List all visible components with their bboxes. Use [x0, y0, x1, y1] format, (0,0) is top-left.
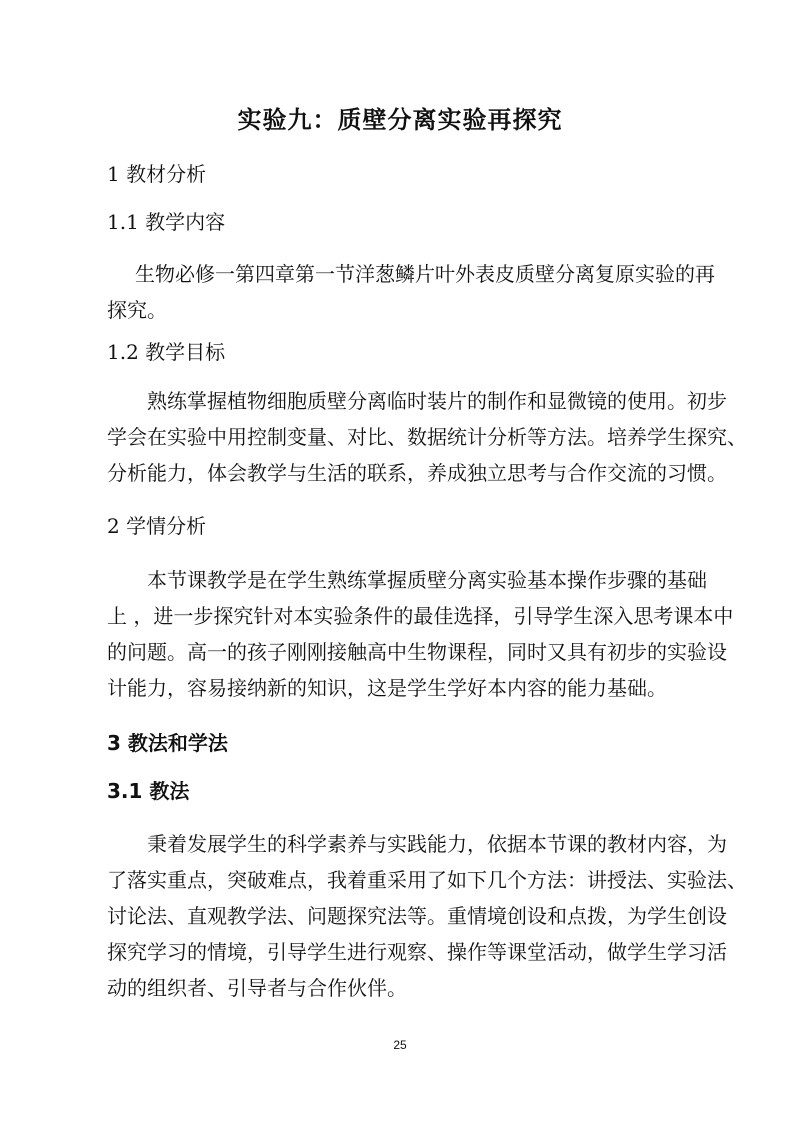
paragraph-line: 秉着发展学生的科学素养与实践能力，依据本节课的教材内容，为 — [147, 832, 727, 856]
section-heading-2: 2 学情分析 — [107, 514, 207, 538]
paragraph-line: 探究学习的情境，引导学生进行观察、操作等课堂活动，做学生学习活 — [107, 940, 727, 964]
page-number: 25 — [393, 1038, 407, 1052]
section-heading-1: 1 教材分析 — [107, 162, 207, 186]
paragraph-line: 计能力，容易接纳新的知识，这是学生学好本内容的能力基础。 — [107, 676, 667, 700]
paragraph-line: 动的组织者、引导者与合作伙伴。 — [107, 976, 407, 1000]
paragraph-student-analysis — [107, 562, 734, 706]
subsection-heading-1-2: 1.2 教学目标 — [107, 340, 226, 364]
paragraph-line: 探究。 — [107, 298, 167, 322]
subsection-heading-3-1: 3.1 教法 — [107, 779, 190, 803]
subsection-heading-1-1: 1.1 教学内容 — [107, 210, 226, 234]
section-heading-3: 3 教法和学法 — [107, 731, 228, 755]
paragraph-line: 了落实重点，突破难点，我着重采用了如下几个方法：讲授法、实验法、 — [107, 868, 747, 892]
paragraph-line: 熟练掌握植物细胞质壁分离临时装片的制作和显微镜的使用。初步 — [147, 389, 727, 413]
paragraph-teaching-goals — [107, 383, 747, 491]
paragraph-line: 学会在实验中用控制变量、对比、数据统计分析等方法。培养学生探究、 — [107, 425, 747, 449]
paragraph-line: 本节课教学是在学生熟练掌握质壁分离实验基本操作步骤的基础 — [147, 568, 707, 592]
paragraph-line: 分析能力，体会教学与生活的联系，养成独立思考与合作交流的习惯。 — [107, 461, 727, 485]
paragraph-line: 讨论法、直观教学法、问题探究法等。重情境创设和点拨，为学生创设 — [107, 904, 727, 928]
paragraph-teaching-methods — [107, 826, 747, 1006]
paragraph-teaching-content — [107, 256, 715, 328]
paragraph-line: 上 ，进一步探究针对本实验条件的最佳选择，引导学生深入思考课本中 — [107, 604, 734, 628]
paragraph-line: 的问题。高一的孩子刚刚接触高中生物课程，同时又具有初步的实验设 — [107, 640, 727, 664]
paragraph-line: 生物必修一第四章第一节洋葱鳞片叶外表皮质壁分离复原实验的再 — [135, 262, 715, 286]
document-title: 实验九：质壁分离实验再探究 — [237, 106, 563, 134]
